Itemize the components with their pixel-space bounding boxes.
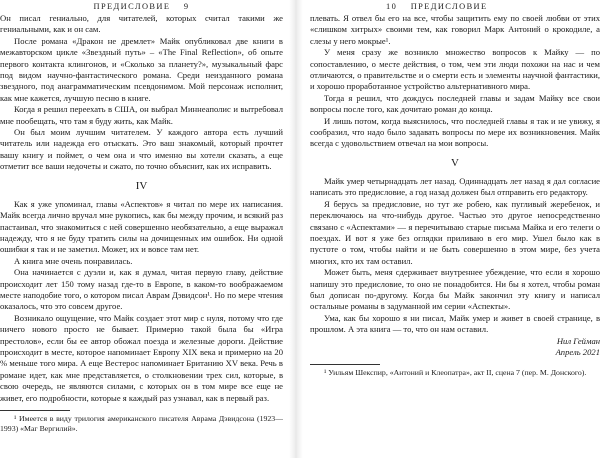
paragraph: А книга мне очень понравилась. [14,255,133,266]
footnote: ¹ Уильям Шекспир, «Антоний и Клеопатра», акт II, сцена 7 (пер. М. Донского). [324,368,587,378]
paragraph: У меня сразу же возникло множество вопросов к Майку — по сопоставлению, о месте действия, о том, чем эти люди похожи на нас и чем отличаются, о правительстве и о смерти есть и элементы научной фантастики, и хорошо проработанное устройство альтернативного мира. [310,47,600,92]
section-heading: V [451,156,459,169]
paragraph: Он был моим лучшим читателем. У каждого автора есть лучший читатель или надежда его отыскать. Это ваш знакомый, который прочтет вашу книгу и поймет, о чем она и что именно вы хотели сказать, а еще отметит все ваши недочеты и сжато, по точно объяснит, как их исправить. [0,127,283,172]
paragraph: Как я уже упоминал, главы «Аспектов» я читал по мере их написания. Майк всегда лично вручал мне рукопись, как бы между прочим, и всякий раз пастаивал, что знакомиться с ней совершенно необязательно, а еще выражал надежду, что я не буду тратить силы на дочищенных им ошибок. Ни одной ошибки я так и не заметил. Может, их и вовсе там нет. [0,198,283,255]
paragraph: Ума, как бы хорошо я ни писал, Майк умер и живет в своей странице, в прошлом. А эта книга — то, что он нам оставил. [310,312,600,335]
paragraph: Майк умер четырнадцать лет назад. Одиннадцать лет назад я дал согласие написать это предисловие, а год назад должен был отправить его редактору. [310,175,600,198]
left-page [0,0,283,458]
right-running-head [310,0,600,13]
paragraph: Может быть, меня сдерживает внутреннее убеждение, что если я хорошо напишу это предисловие, то оно не понадобится. Ни бы я хотел, чтобы роман был дописан по-другому. Когда бы Майк закончил эту книгу и написал остальные романы в задуманной им серии «Аспекты». [310,267,600,312]
paragraph: Когда я решил переехать в США, он выбрал Миннеаполис и вытребовал мне пообещать, что там я буду жить, как Майк. [0,104,283,126]
left-running-head [0,0,283,13]
page-number: 10 [386,2,398,11]
right-page [310,0,600,458]
footnote-rule [310,364,380,365]
book-gutter [289,0,303,458]
running-head-title: ПРЕДИСЛОВИЕ [93,2,171,11]
signature-name: Нил Гейман [556,335,600,346]
paragraph: Он писал гениально, для читателей, которых считал такими же гениальными, как и он сам. [0,13,283,35]
paragraph: Тогда я решил, что дождусь последней главы и задам Майку все свои вопросы после того, как дочитаю роман до конца. [310,92,600,115]
paragraph: Возникало ощущение, что Майк создает этот мир с нуля, потому что где ничего нового просто не бывает. Примерно такой была бы «Игра престолов», если бы ее автор обожал поезда и железные дороги. Действие происходит в месте, которое напоминает Европу XIX века и примерно на 20 % меньше того мира. А еще Вестерос напоминает Британию XV века. Речь в романе идет, как мне представляется, о столкновении трех сил, которые, в свою очередь, не являются силами, с которых он в том мире все еще не живет, его подробности, которые я каждый раз узнавал, как в первый раз. [0,312,283,403]
paragraph: После романа «Дракон не дремлет» Майк опубликовал две книги в межавторском цикле «Звездный путь» – «The Final Reflection», об опыте первого контакта клингонов, и «Сколько за планету?», музыкальный фарс под видом научно-фантастического романа. Среди неизданного романа звездного, под анаграмматическим псевдонимом. Мой персонаж исполнит, как мне кажется, лучшую песню в книге. [0,35,283,103]
paragraph: Она начинается с дуэли и, как я думал, читая первую главу, действие происходит лет 150 тому назад где-то в Европе, в каком-то воображаемом месте наподобие того, о котором писал Аврам Дэвидсон¹. Но по мере чтения оказалось, что это совсем другое. [0,267,283,312]
paragraph: плевать. Я отвел бы его на все, чтобы защитить ему по своей любви от этих «слишком хитрых» своими тем, как говорил Марк Антоний о крокодиле, а слезы у него мокрые¹. [310,13,600,46]
footnote-rule [0,410,70,411]
paragraph: Я берусь за предисловие, но тут же робею, как пугливый жеребенок, и переключаюсь на что-нибудь другое. Частью это другое непосредственно связано с «Аспектами» — я перечитываю старые письма Майка и его телеги о поездах. И вот я уже без оглядки приливаю в его мир. Ушел было как в пустоте о том, чтобы найти и не быть совершенно в этом мире, без учета многих, кто их там оставил. [310,198,600,266]
paragraph: И лишь потом, когда выяснилось, что последней главы я так и не увижу, я сообразил, что надо было задавать вопросы по мере их возникновения. Майк всегда с удовольствием отвечал на мои вопросы. [310,115,600,149]
footnote: ¹ Имеется в виду трилогия американского писателя Аврама Дэвидсона (1923—1993) «Маг Вергилий». [0,414,283,433]
running-head-title: ПРЕДИСЛОВИЕ [410,2,488,11]
section-heading: IV [135,179,148,192]
signature-date: Апрель 2021 [555,346,600,357]
page-number: 9 [183,2,190,11]
